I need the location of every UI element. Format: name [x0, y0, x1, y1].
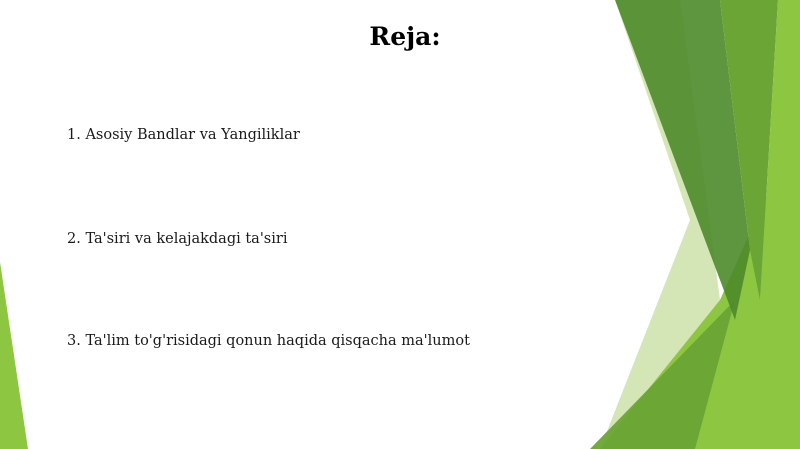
plan-item-2: 2. Ta'siri va kelajakdagi ta'siri — [67, 231, 288, 247]
plan-item-3: 3. Ta'lim to'g'risidagi qonun haqida qisqacha ma'lumot — [67, 333, 470, 349]
slide-title: Reja: — [369, 22, 441, 51]
plan-item-1: 1. Asosiy Bandlar va Yangiliklar — [67, 127, 300, 143]
left-green-sliver — [0, 262, 28, 449]
